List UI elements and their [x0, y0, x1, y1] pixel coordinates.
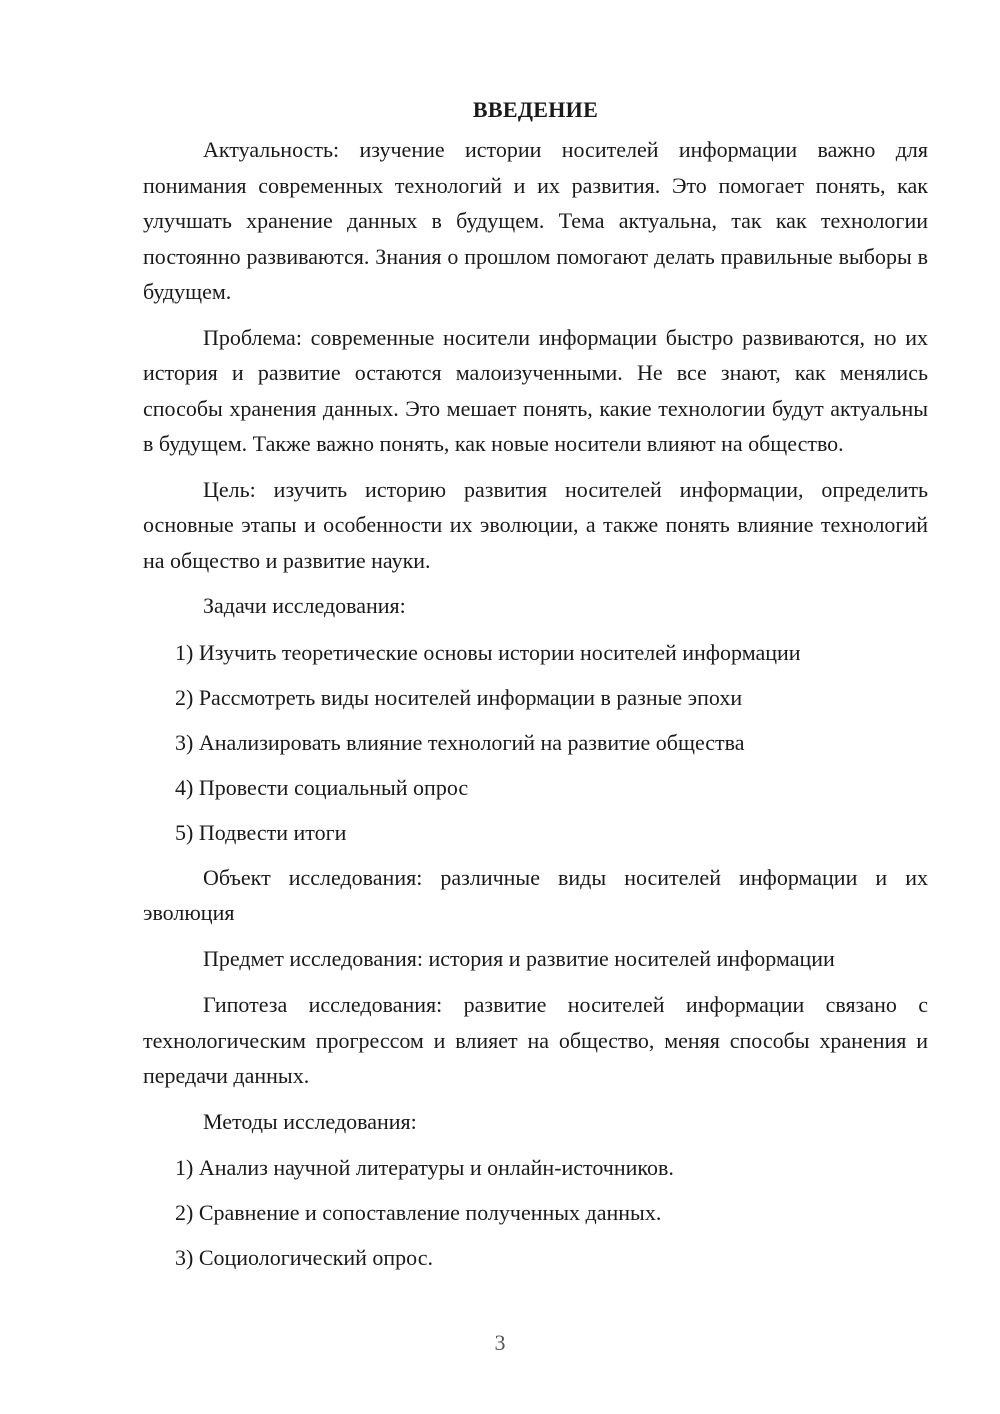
hypothesis-paragraph: Гипотеза исследования: развитие носителей информации связано с технологическим прогрессом и влияет на общество, меняя способы хранения и передачи данных.	[143, 992, 928, 1088]
tasks-list	[143, 635, 928, 850]
task-item: 5) Подвести итоги	[175, 819, 347, 845]
task-item: 3) Анализировать влияние технологий на развитие общества	[175, 729, 745, 755]
task-item: 2) Рассмотреть виды носителей информации в разные эпохи	[175, 684, 743, 710]
task-item: 4) Провести социальный опрос	[175, 774, 469, 800]
method-item: 1) Анализ научной литературы и онлайн-источников.	[175, 1155, 674, 1180]
page-number: 3	[494, 1330, 506, 1355]
document-page	[143, 92, 928, 1285]
subject-paragraph: Предмет исследования: история и развитие носителей информации	[203, 945, 835, 971]
method-item: 3) Социологический опрос.	[175, 1245, 433, 1270]
methods-list	[143, 1150, 928, 1275]
problem-paragraph: Проблема: современные носители информации быстро развиваются, но их история и развитие остаются малоизученными. Не все знают, как менялись способы хранения данных. Это мешает понять, какие технологии будут актуальны в будущем. Также важно понять, как новые носители влияют на общество.	[143, 324, 928, 456]
method-item: 2) Сравнение и сопоставление полученных данных.	[175, 1200, 662, 1225]
goal-paragraph: Цель: изучить историю развития носителей информации, определить основные этапы и особенности их эволюции, а также понять влияние технологий на общество и развитие науки.	[143, 476, 928, 573]
relevance-paragraph: Актуальность: изучение истории носителей информации важно для понимания современных технологий и их развития. Это помогает понять, как улучшать хранение данных в будущем. Тема актуальна, так как технологии постоянно развиваются. Знания о прошлом помогают делать правильные выборы в будущем.	[143, 137, 928, 304]
object-paragraph: Объект исследования: различные виды носителей информации и их эволюция	[143, 864, 928, 925]
tasks-heading: Задачи исследования:	[203, 593, 406, 618]
task-item: 1) Изучить теоретические основы истории носителей информации	[175, 639, 801, 665]
methods-heading: Методы исследования:	[203, 1108, 417, 1134]
page-title: ВВЕДЕНИЕ	[472, 97, 599, 122]
